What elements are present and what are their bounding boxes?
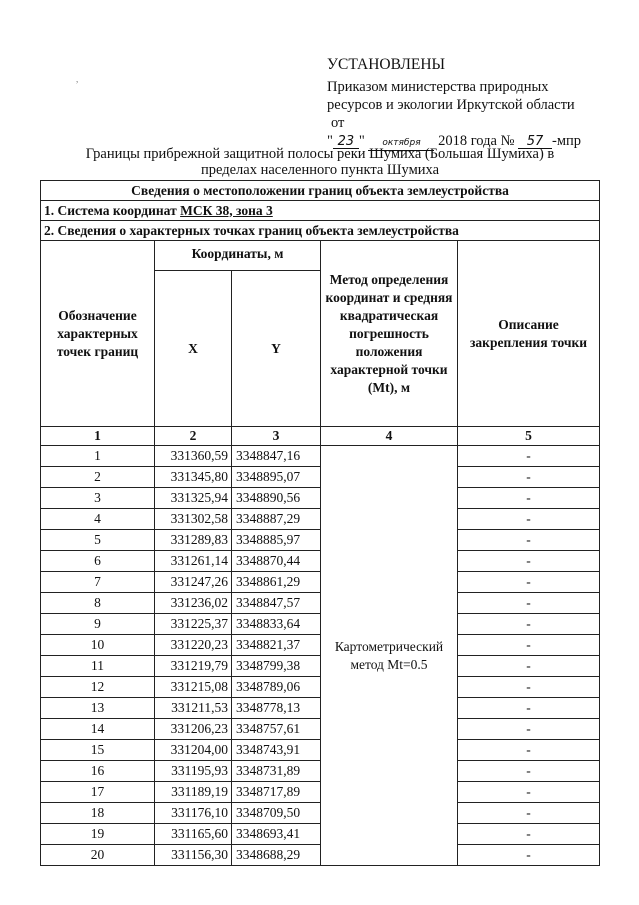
col-header-method: Метод определения координат и средняя квадратическая погрешность положения характерной точки (Mt), м bbox=[321, 241, 458, 427]
approval-title: УСТАНОВЛЕНЫ bbox=[327, 56, 446, 73]
point-number: 15 bbox=[41, 740, 155, 761]
table-row bbox=[41, 530, 600, 551]
col-header-y: Y bbox=[232, 271, 321, 427]
document-title-line-1: Границы прибрежной защитной полосы реки Шумиха (Большая Шумиха) в bbox=[85, 146, 555, 162]
point-description: - bbox=[458, 803, 600, 824]
table-row bbox=[41, 593, 600, 614]
coord-y: 3348833,64 bbox=[232, 614, 321, 635]
table-row bbox=[41, 467, 600, 488]
coord-y: 3348709,50 bbox=[232, 803, 321, 824]
handwritten-month: октября bbox=[368, 137, 434, 151]
point-number: 12 bbox=[41, 677, 155, 698]
point-description: - bbox=[458, 467, 600, 488]
coord-x: 331176,10 bbox=[155, 803, 232, 824]
coord-x: 331225,37 bbox=[155, 614, 232, 635]
coord-x: 331236,02 bbox=[155, 593, 232, 614]
point-number: 8 bbox=[41, 593, 155, 614]
coord-y: 3348847,16 bbox=[232, 446, 321, 467]
coord-x: 331247,26 bbox=[155, 572, 232, 593]
coord-x: 331204,00 bbox=[155, 740, 232, 761]
handwritten-number: 57 bbox=[518, 135, 552, 149]
point-number: 11 bbox=[41, 656, 155, 677]
point-number: 2 bbox=[41, 467, 155, 488]
col-number-4: 4 bbox=[321, 427, 458, 446]
coord-y: 3348778,13 bbox=[232, 698, 321, 719]
coord-x: 331189,19 bbox=[155, 782, 232, 803]
point-description: - bbox=[458, 551, 600, 572]
boundary-table bbox=[40, 180, 600, 866]
coord-x: 331195,93 bbox=[155, 761, 232, 782]
table-row bbox=[41, 656, 600, 677]
points-section-header: 2. Сведения о характерных точках границ объекта землеустройства bbox=[41, 221, 600, 241]
coord-x: 331345,80 bbox=[155, 467, 232, 488]
table-row bbox=[41, 824, 600, 845]
coord-y: 3348693,41 bbox=[232, 824, 321, 845]
col-number-2: 2 bbox=[155, 427, 232, 446]
coord-x: 331360,59 bbox=[155, 446, 232, 467]
table-row bbox=[41, 677, 600, 698]
scan-mark: , bbox=[76, 74, 79, 84]
point-number: 9 bbox=[41, 614, 155, 635]
point-number: 1 bbox=[41, 446, 155, 467]
point-description: - bbox=[458, 446, 600, 467]
point-description: - bbox=[458, 488, 600, 509]
coord-y: 3348885,97 bbox=[232, 530, 321, 551]
point-description: - bbox=[458, 845, 600, 866]
coord-x: 331165,60 bbox=[155, 824, 232, 845]
point-number: 17 bbox=[41, 782, 155, 803]
col-header-designation: Обозначение характерных точек границ bbox=[41, 241, 155, 427]
col-header-coordinates: Координаты, м bbox=[155, 241, 321, 271]
coord-x: 331206,23 bbox=[155, 719, 232, 740]
coordinate-system-row bbox=[41, 201, 600, 221]
approval-block bbox=[327, 56, 627, 151]
col-number-1: 1 bbox=[41, 427, 155, 446]
table-row bbox=[41, 740, 600, 761]
approval-year: 2018 года № bbox=[438, 133, 515, 149]
point-description: - bbox=[458, 761, 600, 782]
coord-x: 331211,53 bbox=[155, 698, 232, 719]
coord-y: 3348717,89 bbox=[232, 782, 321, 803]
col-number-5: 5 bbox=[458, 427, 600, 446]
document-title bbox=[40, 146, 600, 178]
coord-y: 3348887,29 bbox=[232, 509, 321, 530]
coord-y: 3348731,89 bbox=[232, 761, 321, 782]
table-row bbox=[41, 551, 600, 572]
coord-y: 3348821,37 bbox=[232, 635, 321, 656]
document-title-line-2: пределах населенного пункта Шумиха bbox=[200, 162, 440, 178]
col-header-x: X bbox=[155, 271, 232, 427]
point-description: - bbox=[458, 593, 600, 614]
point-description: - bbox=[458, 509, 600, 530]
coord-y: 3348861,29 bbox=[232, 572, 321, 593]
coord-y: 3348743,91 bbox=[232, 740, 321, 761]
point-description: - bbox=[458, 698, 600, 719]
point-description: - bbox=[458, 782, 600, 803]
table-row bbox=[41, 719, 600, 740]
point-description: - bbox=[458, 719, 600, 740]
coord-y: 3348895,07 bbox=[232, 467, 321, 488]
coordinate-system-value: МСК 38, зона 3 bbox=[180, 202, 273, 218]
point-description: - bbox=[458, 824, 600, 845]
coord-x: 331219,79 bbox=[155, 656, 232, 677]
coord-x: 331325,94 bbox=[155, 488, 232, 509]
table-row bbox=[41, 572, 600, 593]
table-row bbox=[41, 446, 600, 467]
point-number: 10 bbox=[41, 635, 155, 656]
coord-y: 3348890,56 bbox=[232, 488, 321, 509]
point-number: 19 bbox=[41, 824, 155, 845]
point-description: - bbox=[458, 614, 600, 635]
table-row bbox=[41, 761, 600, 782]
approval-line-2: ресурсов и экологии Иркутской области bbox=[327, 97, 575, 113]
coord-y: 3348870,44 bbox=[232, 551, 321, 572]
handwritten-day: 23 bbox=[333, 135, 359, 149]
point-description: - bbox=[458, 635, 600, 656]
coord-y: 3348757,61 bbox=[232, 719, 321, 740]
coord-x: 331289,83 bbox=[155, 530, 232, 551]
table-row bbox=[41, 509, 600, 530]
coord-y: 3348799,38 bbox=[232, 656, 321, 677]
point-number: 3 bbox=[41, 488, 155, 509]
point-description: - bbox=[458, 530, 600, 551]
table-header: Сведения о местоположении границ объекта землеустройства bbox=[41, 181, 600, 201]
coordinate-system-label: 1. Система координат bbox=[44, 202, 177, 218]
point-number: 14 bbox=[41, 719, 155, 740]
point-number: 20 bbox=[41, 845, 155, 866]
point-number: 4 bbox=[41, 509, 155, 530]
coord-y: 3348789,06 bbox=[232, 677, 321, 698]
quote-open: " bbox=[327, 133, 333, 149]
point-description: - bbox=[458, 677, 600, 698]
coord-y: 3348688,29 bbox=[232, 845, 321, 866]
coord-x: 331215,08 bbox=[155, 677, 232, 698]
table-row bbox=[41, 845, 600, 866]
method-value: Картометрический метод Mt=0.5 bbox=[321, 446, 458, 866]
coord-x: 331261,14 bbox=[155, 551, 232, 572]
point-description: - bbox=[458, 740, 600, 761]
point-number: 16 bbox=[41, 761, 155, 782]
col-header-description: Описание закрепления точки bbox=[458, 241, 600, 427]
table-row bbox=[41, 782, 600, 803]
point-number: 6 bbox=[41, 551, 155, 572]
table-row bbox=[41, 635, 600, 656]
approval-line-1: Приказом министерства природных bbox=[327, 79, 549, 95]
table-row bbox=[41, 614, 600, 635]
coord-x: 331220,23 bbox=[155, 635, 232, 656]
point-number: 7 bbox=[41, 572, 155, 593]
approval-suffix: -мпр bbox=[552, 133, 582, 149]
point-number: 13 bbox=[41, 698, 155, 719]
point-description: - bbox=[458, 572, 600, 593]
table-row bbox=[41, 488, 600, 509]
point-number: 5 bbox=[41, 530, 155, 551]
table-row bbox=[41, 698, 600, 719]
coord-x: 331156,30 bbox=[155, 845, 232, 866]
coord-y: 3348847,57 bbox=[232, 593, 321, 614]
approval-from: от bbox=[331, 115, 345, 131]
point-number: 18 bbox=[41, 803, 155, 824]
coord-x: 331302,58 bbox=[155, 509, 232, 530]
point-description: - bbox=[458, 656, 600, 677]
col-number-3: 3 bbox=[232, 427, 321, 446]
table-row bbox=[41, 803, 600, 824]
data-rows bbox=[41, 446, 600, 866]
quote-close: " bbox=[358, 133, 365, 149]
